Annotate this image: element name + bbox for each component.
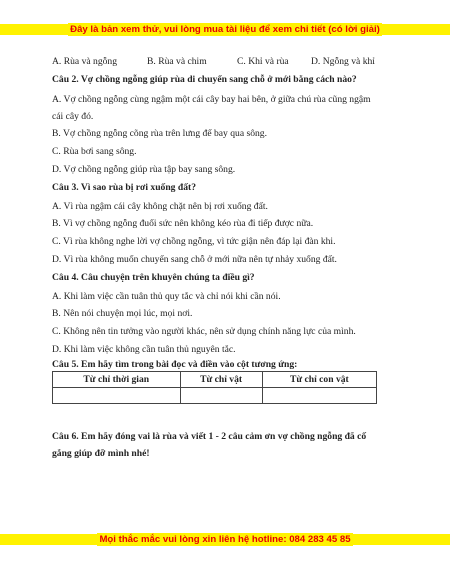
q3-option-b: B. Vì vợ chồng ngỗng đuối sức nên không kéo rùa đi tiếp được nữa. bbox=[52, 218, 314, 229]
table-header-row bbox=[53, 372, 377, 388]
table-cell[interactable] bbox=[262, 388, 376, 404]
q4-option-c: C. Không nên tin tưởng vào người khác, nên sử dụng chính năng lực của mình. bbox=[52, 326, 356, 337]
col-animal-words: Từ chỉ con vật bbox=[262, 372, 376, 388]
word-table bbox=[52, 371, 377, 404]
q2-option-c: C. Rùa bơi sang sông. bbox=[52, 146, 137, 157]
q3-option-a: A. Vì rùa ngậm cái cây không chặt nên bị rơi xuống đất. bbox=[52, 201, 268, 212]
table-cell[interactable] bbox=[180, 388, 262, 404]
q3-option-d: D. Vì rùa không muốn chuyển sang chỗ ở mới nữa nên tự nhảy xuống đất. bbox=[52, 254, 337, 265]
preview-banner bbox=[0, 24, 450, 35]
q4-option-d: D. Khi làm việc không cần tuân thủ nguyên tắc. bbox=[52, 344, 236, 355]
q1-option-b: B. Rùa và chim bbox=[147, 56, 207, 67]
q1-option-c: C. Khỉ và rùa bbox=[237, 56, 289, 67]
q2-option-a: A. Vợ chồng ngỗng cùng ngậm một cái cây bay hai bên, ở giữa chú rùa cũng ngậm bbox=[52, 94, 371, 105]
preview-banner-text: Đây là bản xem thử, vui lòng mua tài liệu để xem chi tiết (có lời giải) bbox=[70, 24, 380, 35]
q4-option-b: B. Nên nói chuyện mọi lúc, mọi nơi. bbox=[52, 308, 193, 319]
col-thing-words: Từ chỉ vật bbox=[180, 372, 262, 388]
q3-option-c: C. Vì rùa không nghe lời vợ chồng ngỗng, vì tức giận nên đáp lại đàn khi. bbox=[52, 236, 336, 247]
q1-option-a: A. Rùa và ngỗng bbox=[52, 56, 118, 67]
q2-question: Câu 2. Vợ chồng ngỗng giúp rùa di chuyển sang chỗ ở mới bằng cách nào? bbox=[52, 74, 357, 85]
q4-question: Câu 4. Câu chuyện trên khuyên chúng ta điều gì? bbox=[52, 272, 255, 283]
q4-option-a: A. Khi làm việc cần tuân thủ quy tắc và chỉ nói khi cần nói. bbox=[52, 291, 281, 302]
q1-option-d: D. Ngỗng và khỉ bbox=[311, 56, 375, 67]
hotline-banner bbox=[0, 534, 450, 545]
hotline-banner-text: Mọi thắc mắc vui lòng xin liên hệ hotline: 084 283 45 85 bbox=[99, 534, 351, 545]
q2-option-a-cont: cái cây đó. bbox=[52, 111, 94, 122]
q5-question: Câu 5. Em hãy tìm trong bài đọc và điền vào cột tương ứng: bbox=[52, 359, 298, 370]
q2-option-d: D. Vợ chồng ngỗng giúp rùa tập bay sang sông. bbox=[52, 164, 236, 175]
q6-question-line1: Câu 6. Em hãy đóng vai là rùa và viết 1 - 2 câu cảm ơn vợ chồng ngỗng đã cố bbox=[52, 431, 367, 442]
q3-question: Câu 3. Vì sao rùa bị rơi xuống đất? bbox=[52, 182, 197, 193]
q6-question-line2: gắng giúp đỡ mình nhé! bbox=[52, 448, 150, 459]
q1-options bbox=[52, 56, 412, 70]
table-row bbox=[53, 388, 377, 404]
table-cell[interactable] bbox=[53, 388, 181, 404]
q2-option-b: B. Vợ chồng ngỗng cõng rùa trên lưng để bay qua sông. bbox=[52, 128, 267, 139]
col-time-words: Từ chỉ thời gian bbox=[53, 372, 181, 388]
